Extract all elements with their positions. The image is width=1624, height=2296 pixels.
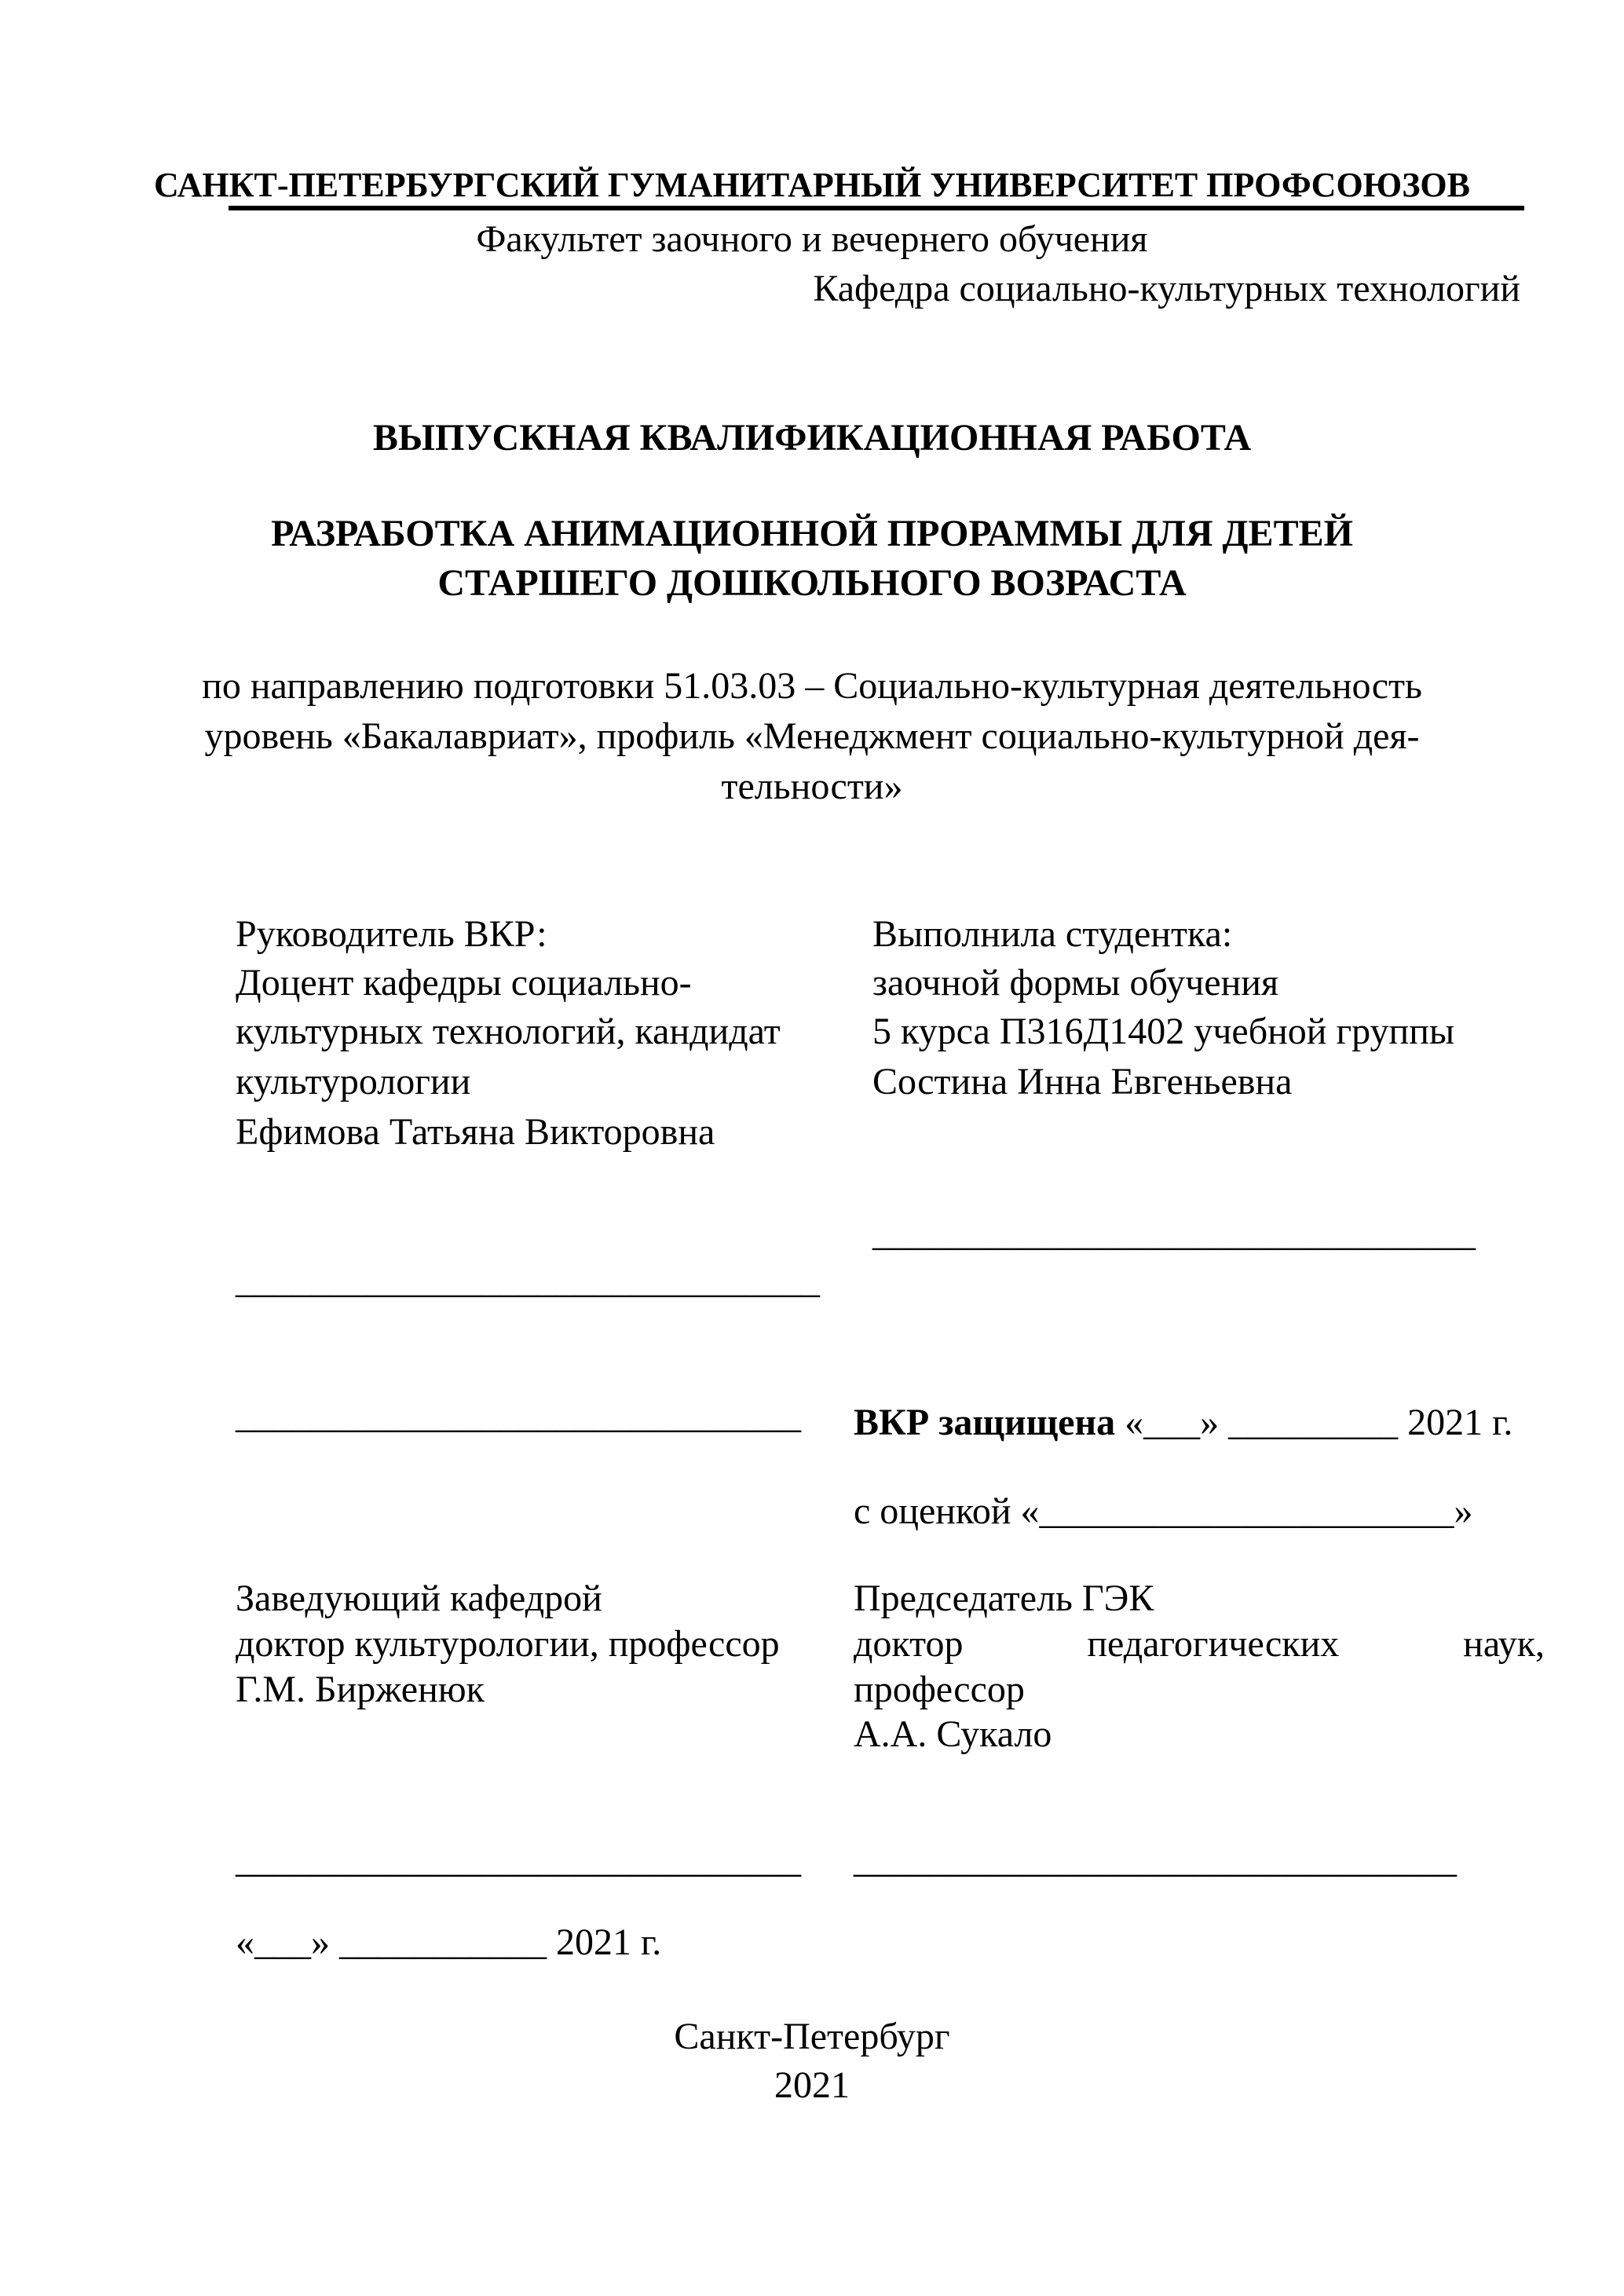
chairman-name: А.А. Сукало <box>854 1713 1052 1755</box>
supervisor-signature-line: _______________________________ <box>236 1260 820 1301</box>
header-divider <box>229 206 1524 210</box>
direction-line-2: уровень «Бакалавриат», профиль «Менеджмент социально-культурной дея- <box>204 715 1420 757</box>
degree-word: наук, <box>1463 1623 1545 1665</box>
chairman-rank: профессор <box>854 1669 1025 1710</box>
faculty-name: Факультет заочного и вечернего обучения <box>476 218 1148 260</box>
topic-line-1: РАЗРАБОТКА АНИМАЦИОННОЙ ПРОРАММЫ ДЛЯ ДЕТЕЙ <box>271 513 1353 554</box>
supervisor-position: Доцент кафедры социально- <box>236 962 692 1004</box>
direction-line-1: по направлению подготовки 51.03.03 – Социально-культурная деятельность <box>202 665 1422 707</box>
supervisor-degree: культурологии <box>236 1061 471 1102</box>
degree-word: педагогических <box>1087 1623 1340 1665</box>
student-group: 5 курса П316Д1402 учебной группы <box>872 1011 1455 1052</box>
direction-line-3: тельности» <box>721 766 903 807</box>
topic-line-2: СТАРШЕГО ДОШКОЛЬНОГО ВОЗРАСТА <box>437 562 1187 604</box>
head-title: Заведующий кафедрой <box>236 1578 602 1619</box>
work-type: ВЫПУСКНАЯ КВАЛИФИКАЦИОННАЯ РАБОТА <box>372 417 1252 459</box>
supervisor-label: Руководитель ВКР: <box>236 913 547 955</box>
year: 2021 <box>774 2064 850 2106</box>
university-name: САНКТ-ПЕТЕРБУРГСКИЙ ГУМАНИТАРНЫЙ УНИВЕРСИТЕТ ПРОФСОЮЗОВ <box>153 166 1471 204</box>
supervisor-position: культурных технологий, кандидат <box>236 1011 781 1052</box>
head-degree: доктор культурологии, профессор <box>236 1623 780 1665</box>
chairman-title: Председатель ГЭК <box>854 1578 1154 1619</box>
extra-signature-line: ______________________________ <box>236 1395 801 1436</box>
defense-label: ВКР защищена <box>854 1402 1116 1443</box>
chairman-degree <box>854 1620 1545 1669</box>
student-label: Выполнила студентка: <box>872 913 1233 955</box>
head-name: Г.М. Бирженюк <box>236 1669 485 1710</box>
chairman-signature-line: ________________________________ <box>854 1839 1457 1881</box>
student-signature-line: ________________________________ <box>872 1212 1476 1254</box>
defense-line <box>854 1398 1512 1447</box>
department-name: Кафедра социально-культурных технологий <box>813 268 1520 309</box>
student-name: Состина Инна Евгеньевна <box>872 1061 1293 1102</box>
head-sign-date: «___» ___________ 2021 г. <box>236 1921 662 1963</box>
head-signature-line: ______________________________ <box>236 1839 801 1881</box>
supervisor-name: Ефимова Татьяна Викторовна <box>236 1111 715 1153</box>
degree-word: доктор <box>854 1623 964 1665</box>
city: Санкт-Петербург <box>674 2016 950 2057</box>
defense-date: «___» _________ 2021 г. <box>1125 1402 1513 1443</box>
defense-grade: с оценкой «______________________» <box>854 1490 1473 1532</box>
student-form: заочной формы обучения <box>872 962 1279 1004</box>
